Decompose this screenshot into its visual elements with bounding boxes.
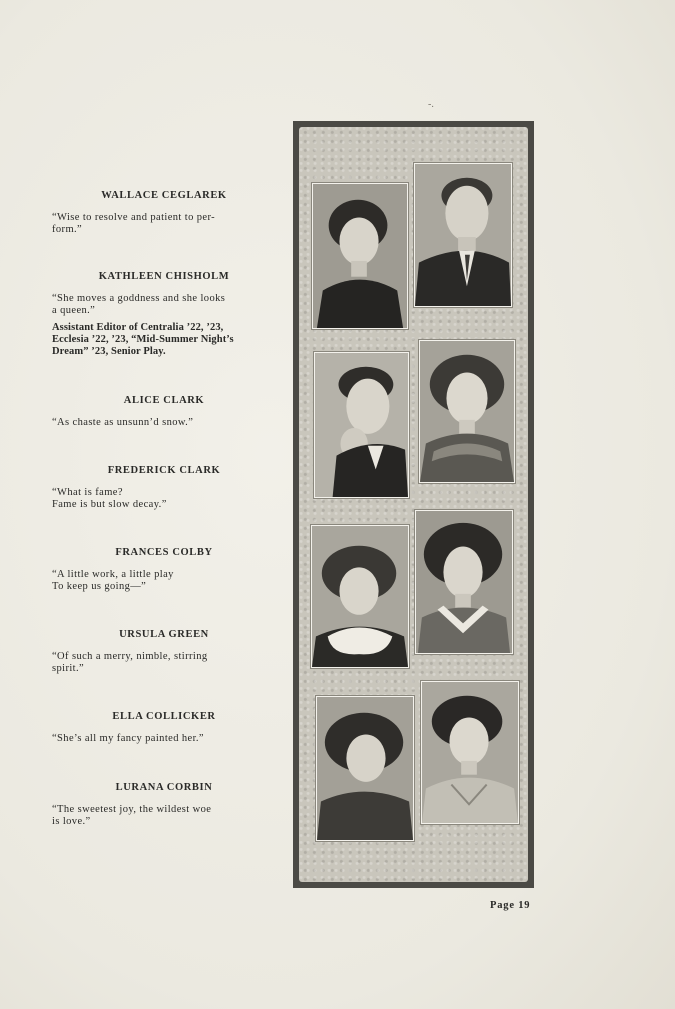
entry-frederick-clark — [52, 465, 276, 512]
portrait-photo — [312, 183, 408, 329]
student-name: FRANCES COLBY — [115, 547, 213, 558]
portrait-photo — [414, 163, 512, 307]
entry-ella-collicker — [52, 711, 276, 745]
entry-lurana-corbin — [52, 782, 276, 829]
student-name: URSULA GREEN — [119, 629, 209, 640]
entry-frances-colby — [52, 547, 276, 594]
entry-wallace-ceglarek — [52, 190, 276, 237]
entry-ursula-green — [52, 629, 276, 676]
portrait-photo — [314, 352, 409, 498]
student-activities: Assistant Editor of Centralia ’22, ’23, Ecclesia ’22, ’23, “Mid-Summer Night’s Dream” ’23, Senior Play. — [52, 321, 234, 357]
entry-kathleen-chisholm — [52, 271, 276, 358]
student-quote: “She moves a goddness and she looks a queen.” — [52, 292, 226, 316]
page-number: Page 19 — [490, 900, 531, 911]
entry-alice-clark — [52, 395, 276, 429]
student-quote: “She’s all my fancy painted her.” — [52, 732, 204, 744]
student-name: ELLA COLLICKER — [112, 711, 216, 722]
student-quote: “The sweetest joy, the wildest woe is love.” — [52, 803, 212, 827]
student-name: LURANA CORBIN — [115, 782, 213, 793]
student-name: FREDERICK CLARK — [107, 465, 221, 476]
student-quote: “Of such a merry, nimble, stirring spirit.” — [52, 650, 208, 674]
student-quote: “What is fame? Fame is but slow decay.” — [52, 486, 167, 510]
portrait-photo — [419, 340, 515, 483]
portrait-photo — [311, 525, 409, 668]
student-quote: “A little work, a little play To keep us going—” — [52, 568, 174, 592]
student-name: WALLACE CEGLAREK — [101, 190, 227, 201]
student-quote: “As chaste as unsunn’d snow.” — [52, 416, 194, 428]
portrait-photo — [316, 696, 414, 841]
portrait-photo — [421, 681, 519, 824]
paper-blemish: -. — [428, 99, 434, 110]
portrait-photo — [415, 510, 513, 654]
student-name: ALICE CLARK — [123, 395, 205, 406]
student-name: KATHLEEN CHISHOLM — [98, 271, 230, 282]
portrait-panel — [293, 121, 534, 888]
student-quote: “Wise to resolve and patient to per- form.” — [52, 211, 216, 235]
